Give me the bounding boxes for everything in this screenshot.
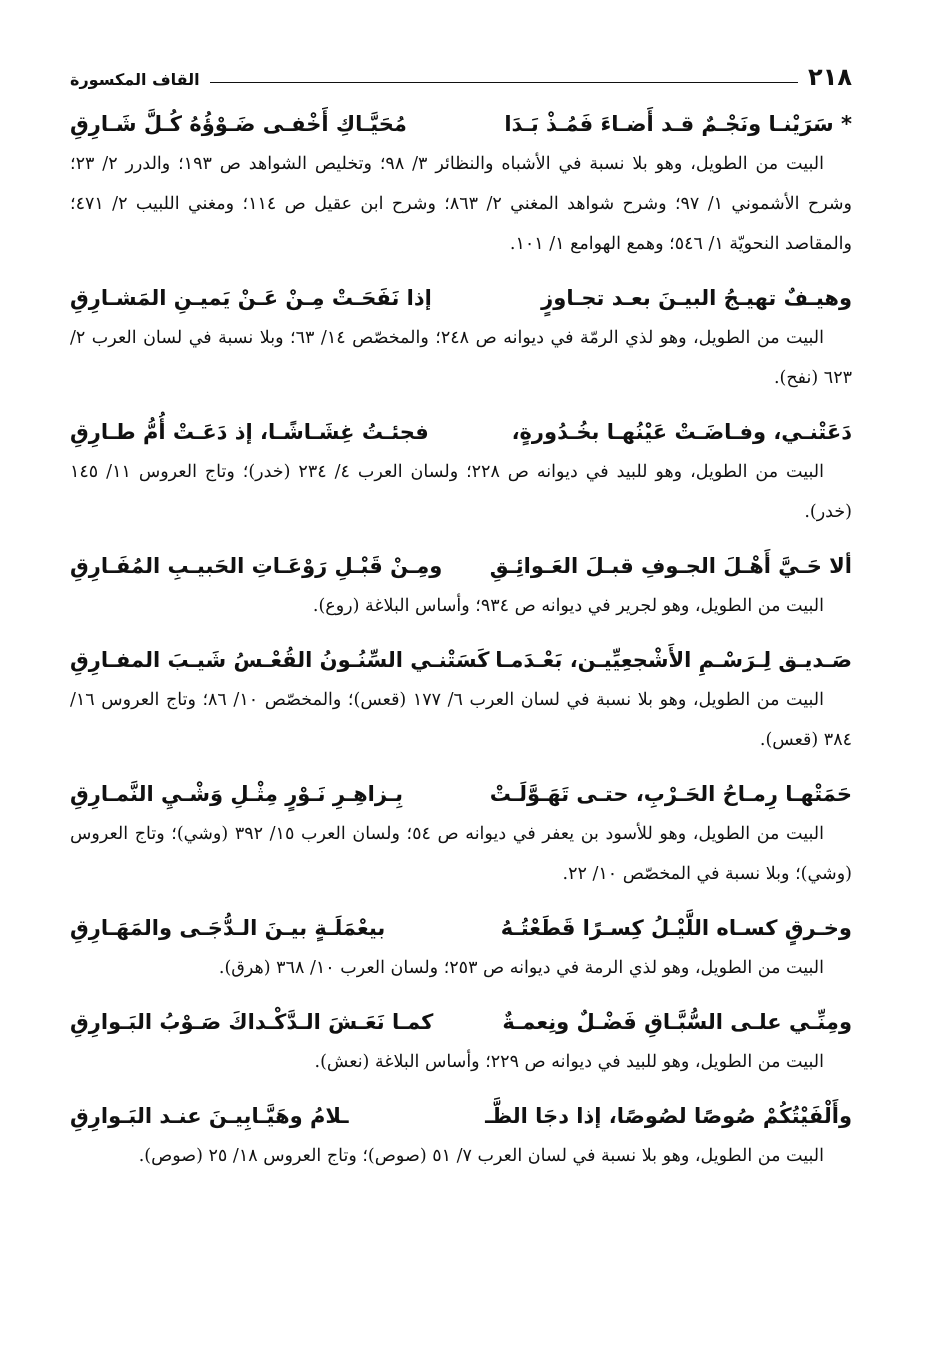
verse-note: البيت من الطويل، وهو لذي الرمّة في ديوانه ص ٢٤٨؛ والمخصّص ١٤/ ٦٣؛ وبلا نسبة في لسان العرب ٢/ ٦٢٣ (نفح). bbox=[70, 328, 852, 388]
verse-entry bbox=[70, 412, 852, 532]
verse-first-hemistich: * سَرَيْنـا ونَجْـمٌ قـد أَضـاءَ فَمُـذْ بَـدَا bbox=[504, 112, 852, 136]
verse-second-hemistich: ومِـنْ قَبْـلِ رَوْعَـاتِ الحَبيـبِ المُفَـارِقِ bbox=[70, 554, 443, 578]
verse-second-hemistich: كَسَتْنـي السِّنُـونُ القُعْـسُ شَيـبَ المفـارِقِ bbox=[70, 648, 490, 672]
page-number: ٢١٨ bbox=[798, 62, 852, 92]
verse-first-hemistich: حَمَتْهـا رِمـاحُ الحَـرْبِ، حتـى تَهَـوَّلَـتْ bbox=[489, 782, 852, 806]
verse-entry bbox=[70, 640, 852, 760]
verse-first-hemistich: ومِنِّـي علـى السُّبَّـاقِ فَضْـلٌ ونِعمـةٌ bbox=[502, 1010, 852, 1034]
verse-entry bbox=[70, 104, 852, 264]
verse-line bbox=[70, 774, 852, 814]
verse-note: البيت من الطويل، وهو للبيد في ديوانه ص ٢٢٨؛ ولسان العرب ٤/ ٢٣٤ (خدر)؛ وتاج العروس ١١/ ١٤٥ (خدر). bbox=[70, 462, 852, 522]
verse-line bbox=[70, 546, 852, 586]
page-header bbox=[70, 56, 852, 92]
verse-line bbox=[70, 640, 852, 680]
verse-first-hemistich: ألا حَـيَّ أَهْـلَ الجـوفِ قبـلَ العَـوائِـقِ bbox=[489, 554, 852, 578]
verse-line bbox=[70, 908, 852, 948]
verse-entries bbox=[70, 104, 852, 1176]
verse-line bbox=[70, 412, 852, 452]
verse-first-hemistich: وهيـفٌ تهيـجُ البيـنَ بعـد تجـاوزٍ bbox=[541, 286, 852, 310]
verse-second-hemistich: ـلامُ وهَيَّـابِيـنَ عنـد البَـوارِقِ bbox=[70, 1104, 349, 1128]
verse-entry bbox=[70, 908, 852, 988]
verse-line bbox=[70, 1096, 852, 1136]
verse-note: البيت من الطويل، وهو بلا نسبة في الأشباه والنظائر ٣/ ٩٨؛ وتخليص الشواهد ص ١٩٣؛ والدرر ٢/ ٢٣؛ وشرح الأشموني ١/ ٩٧؛ وشرح شواهد المغني ٢/ ٨٦٣؛ وشرح ابن عقيل ص ١١٤؛ ومغني اللبيب ٢/ ٤٧١؛ والمقاصد النحويّة ١/ ٥٤٦؛ وهمع الهوامع ١/ ١٠١. bbox=[70, 154, 852, 254]
verse-second-hemistich: إذا نَفَحَـتْ مِـنْ عَـنْ يَميـنِ المَشـارِقِ bbox=[70, 286, 432, 310]
verse-note: البيت من الطويل، وهو بلا نسبة في لسان العرب ٧/ ٥١ (صوص)؛ وتاج العروس ١٨/ ٢٥ (صوص). bbox=[138, 1146, 824, 1166]
verse-note: البيت من الطويل، وهو لذي الرمة في ديوانه ص ٢٥٣؛ ولسان العرب ١٠/ ٣٦٨ (هرق). bbox=[218, 958, 824, 978]
verse-first-hemistich: وأَلْفَيْتُكُمْ صُوصًا لصُوصًا، إذا دجَا الظَّـ bbox=[485, 1104, 852, 1128]
verse-note: البيت من الطويل، وهو بلا نسبة في لسان العرب ٦/ ١٧٧ (قعس)؛ والمخصّص ١٠/ ٨٦؛ وتاج العروس ١٦/ ٣٨٤ (قعس). bbox=[70, 690, 852, 750]
verse-entry bbox=[70, 1002, 852, 1082]
book-page bbox=[70, 56, 852, 1339]
verse-second-hemistich: مُحَيَّـاكِ أَخْفـى ضَـوْؤُهُ كُـلَّ شَـارِقِ bbox=[70, 112, 407, 136]
verse-second-hemistich: بيعْمَلَـةٍ بيـنَ الـدُّجَـى والمَهَـارِقِ bbox=[70, 916, 386, 940]
verse-second-hemistich: كمـا نَعَـشَ الـدَّكْـداكَ صَـوْبُ البَـوارِقِ bbox=[70, 1010, 434, 1034]
verse-entry bbox=[70, 1096, 852, 1176]
verse-first-hemistich: وخـرقٍ كسـاه اللَّيْـلُ كِسـرًا قَطَعْتُـهُ bbox=[500, 916, 852, 940]
verse-entry bbox=[70, 278, 852, 398]
verse-first-hemistich: صَـديـق لِـرَسْـمِ الأَشْجعِيِّيـن، بَعْـدَمـا bbox=[495, 648, 852, 672]
verse-line bbox=[70, 104, 852, 144]
verse-second-hemistich: بِـزاهِـرِ نَـوْرٍ مِثْـلِ وَشْـيِ النَّمـارِقِ bbox=[70, 782, 403, 806]
verse-entry bbox=[70, 546, 852, 626]
verse-note: البيت من الطويل، وهو للأسود بن يعفر في ديوانه ص ٥٤؛ ولسان العرب ١٥/ ٣٩٢ (وشي)؛ وتاج العروس (وشي)؛ وبلا نسبة في المخصّص ١٠/ ٢٢. bbox=[70, 824, 852, 884]
verse-note: البيت من الطويل، وهو لجرير في ديوانه ص ٩٣٤؛ وأساس البلاغة (روع). bbox=[312, 596, 824, 616]
verse-first-hemistich: دَعَتْنـي، وفـاضَـتْ عَيْنُهـا بخُـدُورةٍ، bbox=[511, 420, 852, 444]
verse-second-hemistich: فجئـتُ غِشَـاشًـا، إذ دَعَـتْ أُمُّ طـارِقِ bbox=[70, 420, 429, 444]
verse-entry bbox=[70, 774, 852, 894]
running-title: القاف المكسورة bbox=[70, 68, 210, 92]
verse-line bbox=[70, 1002, 852, 1042]
verse-note: البيت من الطويل، وهو للبيد في ديوانه ص ٢٢٩؛ وأساس البلاغة (نعش). bbox=[314, 1052, 824, 1072]
verse-line bbox=[70, 278, 852, 318]
